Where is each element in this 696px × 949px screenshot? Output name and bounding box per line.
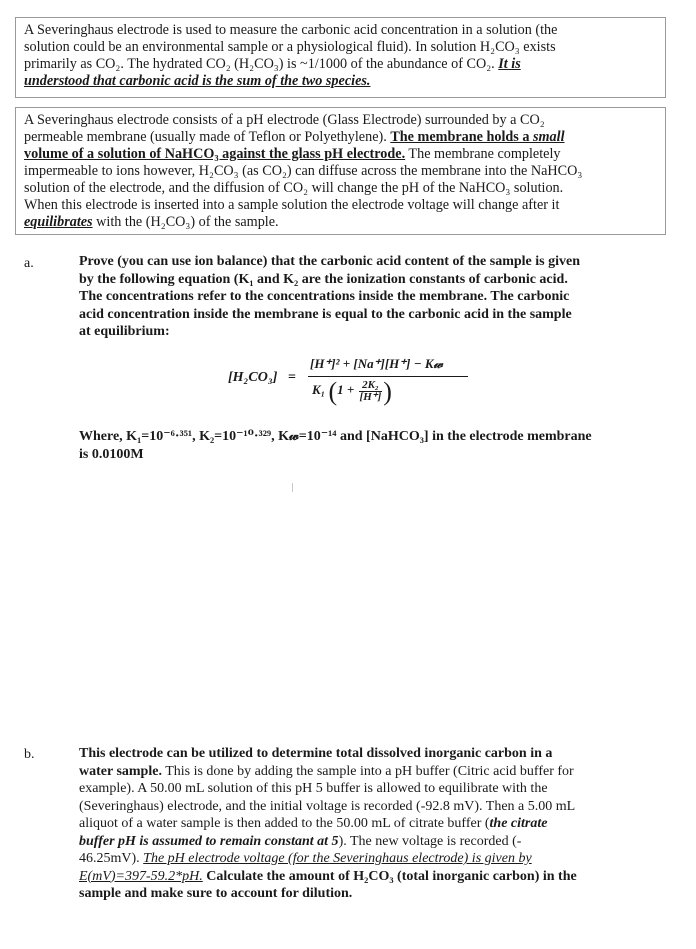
faint-mark (292, 483, 293, 492)
qb-voltage-formula: E(mV)=397-59.2*pH. (79, 868, 203, 884)
qb-line7: 46.25mV). (79, 851, 144, 866)
para2-line3: The membrane completely (405, 146, 561, 162)
para1-line3: primarily as CO₂. The hydrated CO₂ (H₂CO₃) is ~1/1000 of the abundance of CO₂. (24, 56, 499, 72)
question-a-constants (79, 428, 639, 463)
question-b-label: b. (24, 747, 35, 762)
qb-citrate-emphasis: the citrate (489, 816, 548, 831)
equation-denominator: K₁ (1 + $\frac{\text{2K₂}}{[H^+]}$ ) (312, 377, 392, 406)
para2-equilibrates: equilibrates (24, 214, 93, 230)
qb-line6: ). The new voltage is recorded (- (338, 833, 522, 849)
para2-line5: solution of the electrode, and the diffusion of CO₂ will change the pH of the NaHCO₃ solution. (24, 180, 564, 196)
intro-paragraph (24, 22, 659, 90)
qa-line5: at equilibrium: (79, 324, 170, 339)
question-a-label: a. (24, 256, 34, 271)
equation-k1: K₁ (312, 382, 326, 397)
qb-line2-bold: water sample. (79, 763, 162, 779)
para1-line2: solution could be an environmental sample or a physiological fluid). In solution H₂CO₃ exists (24, 39, 556, 55)
qb-line1: This electrode can be utilized to determine total dissolved inorganic carbon in a (79, 746, 553, 761)
qb-line9: sample and make sure to account for dilution. (79, 886, 353, 901)
equation-lhs: [H₂CO₃] (228, 370, 278, 385)
equation-equals: = (288, 370, 296, 385)
para1-emphasis-start: It is (498, 56, 521, 72)
qa-where-line1: Where, K₁=10⁻⁶·³⁵¹, K₂=10⁻¹⁰·³²⁹, K𝓌=10⁻¹⁴ and [NaHCO₃] in the electrode membrane (79, 429, 592, 444)
electrode-paragraph (24, 112, 659, 231)
para2-line4: impermeable to ions however, H₂CO₃ (as CO₂) can diffuse across the membrane into the NaHCO₃ (24, 163, 583, 179)
intro-paragraph-box (15, 17, 666, 98)
qb-line4: (Severinghaus) electrode, and the initial voltage is recorded (-92.8 mV). Then a 5.00 mL (79, 798, 576, 814)
equation-one-plus: 1 + (337, 382, 355, 397)
carbonic-acid-equation (228, 355, 528, 415)
qa-line4: acid concentration inside the membrane is equal to the carbonic acid in the sample (79, 306, 572, 322)
para2-small: small (532, 129, 565, 145)
qa-line3: The concentrations refer to the concentrations inside the membrane. The carbonic (79, 289, 570, 304)
para2-line6: When this electrode is inserted into a sample solution the electrode voltage will change after it (24, 197, 560, 213)
para2-line7: with the (H₂CO₃) of the sample. (92, 214, 279, 230)
qb-line3: example). A 50.00 mL solution of this pH 5 buffer is allowed to equilibrate with the (79, 781, 548, 796)
qb-line2: This is done by adding the sample into a pH buffer (Citric acid buffer for (161, 763, 574, 779)
qb-line8: Calculate the amount of H₂CO₃ (total inorganic carbon) in the (202, 868, 577, 884)
qa-line1: Prove (you can use ion balance) that the carbonic acid content of the sample is given (79, 254, 580, 269)
para2-line2: permeable membrane (usually made of Teflon or Polyethylene). (24, 129, 391, 145)
equation-inner-denominator: [H⁺] (359, 390, 382, 403)
para2-bold-end: volume of a solution of NaHCO₃ against the glass pH electrode. (24, 146, 406, 162)
para2-line1: A Severinghaus electrode consists of a pH electrode (Glass Electrode) surrounded by a CO₂ (24, 112, 545, 128)
equation-inner-fraction (359, 380, 383, 403)
qa-line2: by the following equation (K₁ and K₂ are the ionization constants of carbonic acid. (79, 271, 568, 287)
para1-line1: A Severinghaus electrode is used to measure the carbonic acid concentration in a solution (the (24, 22, 558, 38)
question-b-text (79, 745, 639, 903)
electrode-paragraph-box (15, 107, 666, 235)
equation-inner-numerator: 2K₂ (359, 380, 383, 392)
qb-buffer-emphasis: buffer pH is assumed to remain constant at 5 (79, 833, 339, 849)
para2-bold-start: The membrane holds a (390, 129, 533, 145)
para1-emphasis-end: understood that carbonic acid is the sum of the two species. (24, 73, 371, 89)
equation-numerator: [H⁺]² + [Na⁺][H⁺] − K𝓌 (310, 356, 443, 371)
question-a-text (79, 253, 639, 341)
qa-where-line2: is 0.0100M (79, 446, 144, 462)
qb-voltage-formula-intro: The pH electrode voltage (for the Severinghaus electrode) is given by (143, 851, 532, 866)
qb-line5: aliquot of a water sample is then added to the 50.00 mL of citrate buffer ( (79, 816, 490, 831)
